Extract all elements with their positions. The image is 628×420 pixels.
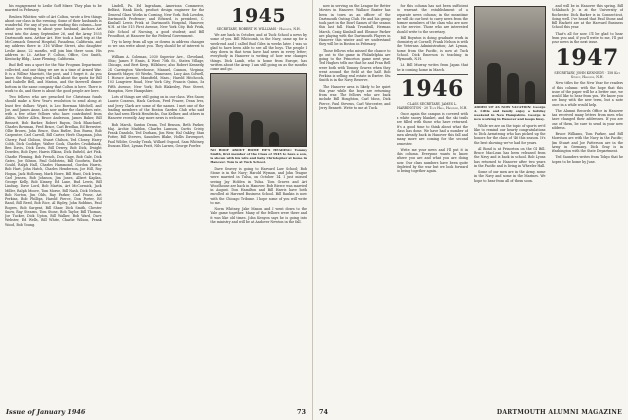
body-paragraph: Bruce Williams, Tom Parker, and Bill Morrison are with the Navy in the Pacific; Jim Stuart and Joe Patterson are in the Army in Germany. Dick Gray is in Washington with the State Department. xyxy=(551,132,623,153)
class-secretary-line: SECRETARY, ROBERT W. WILLIAMS · Hanover, N.H. xyxy=(216,27,301,31)
photo-figure xyxy=(525,81,535,103)
page-number: 74 xyxy=(319,408,329,416)
body-paragraph: The Alumni Records Office in Hanover has received many letters from men who have changed their addresses. If you are one of them, be sure to send in your new address. xyxy=(551,108,623,130)
photo-caption: ADDED UP AS NOW VACATION: George A. Little and family enjoy a holiday weekend in New Hampshire. George is now working in Hanover and keeps busy. xyxy=(474,105,546,121)
body-paragraph: Lots of things are still going on in our class. Wes Snow, Laurie Cozzens, Hack Carlson, Fred Frazee, Dean Ives, and Jerry Clark are some of the names. I met one of the leading members of the Boston Garden Club who said she had seen Elrick Hendricks, Gus Kellner, and others in Hanover recently. Any more news is welcome. xyxy=(107,95,205,121)
class-secretary-line: CLASS SECRETARY, JAMES L. HARRINGTON · 20 Tuck Hall, Hanover, N.H. xyxy=(397,101,468,110)
body-paragraph: Two fellows who are preached for Christmas funds should make a New Year's resolution to send along at least five dollars: Wyatt, is Leo Bowman Mitchell, and Joe, and James Anne, Lois now under the class dues rate, with a few other fellows who have contributed from Alden, Walter Allen, Bruce Anderson, James Baker, Bill Bennett, Bob Barker, Robert Bayon, Dick Blanchard, Charles Bowman, Fred Brace, Carl Bredlau, Ed Brewster, Ollie Brown, John Bruce, Stan Butler, Don Burns, Bob Carpenter, Carl Carroll, Bill Carter, Herb Chapman, John Cherry, Paul Chilson, Stuart Chilson, Ted Cloney, Harry Cobb, Dick Coolidge, Walter Cook, Charles Cruikshank, Ben Davis, Dick Davis, Bill Dewey, Bob Dick, Dwight Dowden, Bob Dyer, Harris Elkins, Dick Enfield, Art Fisk, Charlie Fleming, Bob French, Don Gage, Bob Gale, Dick Gates, Joe Gibson, Paul Goldstein, Bill Goodwin, Earle Gould, Ralph Hall, Charles Hammond, Gordon Harris, Bob Hart, John Hatch, Charles Henderson, Joe Hill, Roy Hogan, Jack Holloway, Mark Howe, Bill Hunt, Dick Irwin, Carl Jensen, Bob Johnson, Jim Jones, Albert Kaplan, George Kelly, Bob Kinney, Ed Lane, Bud Lewis, Bill Lindsay, Dave Lord, Bob Martin, Art McCormick, Jack Miller, Ralph Moore, Tom Morse, Bill Nash, Dick Nelson, Bob Norton, Jim Olds, Ray Parker, Carl Pease, Art Perkins, Bob Phillips, Harold Pierce, Don Porter, Ed Rand, Bill Reed, Bob Rice, Al Ripley, John Robbins, Paul Rogers, Bob Sargent, Bill Shaw, Dick Smith, Chester Snow, Ray Stearns, Tom Stone, Bob Taylor, Bill Thomas, Joe Tucker, Dick Upton, Bill Walker, Bob Ward, Dave Webster, Ed Wells, Bill White, Charlie Wilson, Frank Wood, Bob Young. xyxy=(5,95,102,227)
body-paragraph: Write me your news and I'll put it in this column. Everyone wants to know where you are and what you are doing now. Our class numbers have been quite depleted by the war but we look forward to being together again. xyxy=(396,147,468,173)
body-paragraph: We are back in October, and at Tuck School a news by some of you. Bill Whitcomb, in the Navy, came up for a week-end and I called Bud Giles in weeks later. I was so glad to have been able to see all the boys. The people I stay down in that town have had news in every letter; everybody in Hanover is writing of how war changes things. Dick Lamb, who is home from Europe, has written about the Army. I am still going on as the months come and go. xyxy=(210,33,308,71)
class-year-heading: 1947 xyxy=(555,45,619,72)
body-paragraph: Once again the campus is covered with a white snowy blanket, and the ski trails are filled with those who have returned. It's a good time to think about what the class has done. We have had a number of men already back in Hanover this fall and many more are coming for the second semester. xyxy=(396,111,468,146)
body-paragraph: That's all for now. I'll be glad to hear from you and, if you'll write to me, I'll put your news in the next issue. xyxy=(551,31,623,44)
photo-figure xyxy=(269,132,279,146)
body-paragraph: Al Bond is at Princeton on the GI Bill. Bruce MacLean has been released from the Navy and is back in school. Bob Lyons has returned to Hanover after two years in the Pacific and is living in Wheeler Hall. xyxy=(474,146,546,168)
class-year-heading: 1945 xyxy=(231,5,287,27)
body-paragraph: Reuben Whittier, wife of Art Colton, wrote a few things about our class in the evening. Some of their husbands is wonderful. For any of you now reading this column—how about you writing to about your husband; Anchors Art went into the Army September 26, and the Army 1935 Dartmouth men. Arthur Art. Her took a hard trip at the McCormack General Hospital, Pasadena, California, and my address there is: 316 Wilbur Street, also daughter Leslie Anne, 22 months, will join him there soon. His address is: Lt. Arthur F. Colton, Office, Ceo Smith, Kentucky Bldg., Lane Fleming, California. xyxy=(5,14,102,61)
left-page-columns xyxy=(5,4,307,404)
body-paragraph: Bud Bell was a sport for the War Program Department collected, and one thing we are in a time of Armed War. It is a Wilbur Marriott, the post, and I forget it. As you know, the thing always will talk about the quota for Bill and Isabelle Bell, and Marion, and the farewell dinner bottom in the same company that Colton is here. There is work to do, and there is about the good people are here. xyxy=(5,63,102,93)
body-paragraph: Norm Whitney, Jake Mason and I went down to the Yale game together. Many of the fellows were there and it was like old times. John Kenyon says he is going into the ministry and will be at Andover Newton in the fall. xyxy=(210,207,308,224)
body-paragraph: Lt. Bill Murray writes from Japan that he is coming home in March. xyxy=(396,63,468,72)
body-paragraph: Lindell, Pa. Ed Ingraham, American Commerce, Belfast, Hank Keck, product design engineer for the General Glass Works in Corning, New York. Bob Lowden, Dartmouth Professor; and Edward, is president, C. Kimball Lewis Frisk at Dartmouth Hospital, Hanover, N.H. at the 515 First Avenue, New York City. Bob Frisk, Yale School of Nursing, a good student; and Bill Proudfoot, at Hanover for the Federal Government. xyxy=(107,4,205,38)
body-paragraph: The Hanover area is likely to be quiet this year while the boys are returning from war. The fellows who are back include Bill Houghton, Carl Moss, Dick Pierce, Paul Stevens, Carl Worcester, and Jerry Bennett. Write to me at Tuck. xyxy=(319,84,391,110)
body-paragraph: Bob Marsh, Saxton Deam, Ted Benson, Beth Parker, Maj. Archie Maddox, Charles Lamson, Curtis Cristy, Frank Dandolo, Ted Durham, Jim Weir, Hal Oakley, Stan Potter, Bill Steeves, Saunders Blake, Hollis Davenport, Paul Wilder, Crosby Trask, Willard Osgood, Sam Whitney, Duncan Eliot, Lyman Pratt, Nils Larsen, George Fowler. xyxy=(107,122,205,148)
body-paragraph: now in serving on the League for Better Movies in Hanover. Wallace Baxter has been in town as an officer of the Dartmouth Outing Club. He and his group took part in the Bowl Games of the season this last fall. Hank Trumbull, Herman Marsh, Craig Kimball and Eleanor Parker are playing with the Dartmouth Players in Hanover this winter and we understand they will be in Boston in February. xyxy=(319,4,391,47)
body-paragraph: for this column has not been sufficient to warrant the establishment of a separate news column; in the meantime we will do our best to carry news from the former members of the class who are now in the service. Those who are interested should write to the secretary. xyxy=(396,4,468,34)
left-page-footer xyxy=(6,408,306,417)
right-page-columns xyxy=(319,4,623,404)
right-column-2 xyxy=(397,4,469,404)
right-column-4 xyxy=(552,4,624,404)
body-paragraph: New titles for the New Year for readers of this column: with the hope that this issue of the paper will be a better one, we would like to hear from you. We know you are busy with the new term, but a note once in a while would help. xyxy=(551,81,623,107)
body-paragraph: Some of our men are in the Army, some in the Navy and some in the Marines. We hope to hear from all of them soon. xyxy=(474,170,546,183)
left-column-1 xyxy=(5,4,102,404)
right-page-footer xyxy=(319,408,622,417)
body-paragraph: Dave Seavey is going to Harvard Law School; Bob Stone is in the Navy; Harold Wyman, and John Teague were married in Tulsa, on October 14. I just missed seeing Jay Holden in Tulsa. Tom Graves and Art Woodhouse are back in Hanover. Bob Bierce was married in August. Don Hamilton and Bill Harris have both enrolled at Harvard Business School. Bill Rankin is now with the Chicago Tribune. I hope some of you will write to me. xyxy=(210,166,308,205)
issue-date: Issue of January 1946 xyxy=(6,408,86,416)
photo-figure xyxy=(487,63,501,103)
photo-figure xyxy=(507,73,519,103)
class-secretary-line: SECRETARY, JOHN KENNEDY · 158 Kipp Street, Hanover, N.H. xyxy=(554,71,621,80)
photo-figure xyxy=(229,112,243,146)
body-paragraph: Bill Boynton is doing graduate work in chemistry at Cornell; Frank Nelson is with the Veterans Administration; Art Lyman, home from the Pacific, is now at Tuck School. Dick Emerson is teaching in Plymouth, N.H. xyxy=(396,35,468,61)
left-page xyxy=(0,0,313,420)
right-page xyxy=(313,0,628,420)
body-paragraph: While we are on the topic of sports we'd like to remind our hearty congratulations to Dick Armstrong who has picked up the honors for the class of '46 this season. It's the best showing we've had for years. xyxy=(474,123,546,145)
photo-caption: NO ROOF ABOUT HOME HE'S HEADING: Tommy Smith, first member of the Class of 1945 to have a son, is shown with his wife and baby Christopher at home in Hanover. Tom is at Tuck School. xyxy=(210,148,308,164)
publication-name: DARTMOUTH ALUMNI MAGAZINE xyxy=(496,409,622,416)
right-column-3 xyxy=(474,4,546,404)
section-divider xyxy=(397,74,469,75)
body-paragraph: Try to keep from all ups or downs in address changes so we can write about you. They should be of interest to you. xyxy=(107,40,205,53)
right-column-1 xyxy=(319,4,391,404)
page-number: 73 xyxy=(296,408,306,416)
left-column-2 xyxy=(108,4,205,404)
body-paragraph: Ted Saunders writes from Tokyo that he hopes to be home by June. xyxy=(551,155,623,164)
body-paragraph: his engagement to Leslie Goff Mixer. They plan to be married in February. xyxy=(5,4,102,13)
body-paragraph: William A. Coleman, 2030 Superior Ave., Cleveland, Ohio; James F. Ennis, 4 West 75th St., Staten Village, Chicago, and Bert Keep, Hillsboro; also Robert Kennedy, 24 Carrington Warehouse, Manuel, Cannon, Virginia; Kenneth Mayer, 60 Weeks, Tennessee, Lucy Ann Colwell, 1 Horace Avenue, Mansfield, Mass.; Harold Hitchcock, 103 Longview Road, New York City; Francis Quinn, 5a Fifth Avenue, New York; Bob Blakesley, Pine Street, Hampton, New Hampshire. xyxy=(107,54,205,93)
family-photo xyxy=(474,6,546,104)
left-column-3 xyxy=(210,4,307,404)
photo-figure xyxy=(251,120,263,146)
body-paragraph: and will be in Hanover this spring. Bill Schlabach Jr. is at the University of Rochester. Dick Barker is in Connecticut, doing well. I've heard that Paul Stone and Bill Hackett are at the Harvard Business School this year. xyxy=(551,4,623,30)
class-photo xyxy=(210,73,307,147)
body-paragraph: Those fellows who missed the chance to go out to the game in Philadelphia are going to the Princeton game next year. Ted Hughes tells me that he and Fran Bell were both with Tommy Graves when they went around the field at the half. Bob Perkins is selling real estate in Exeter. Stu Smith is in the Navy Reserve. xyxy=(319,48,391,83)
class-year-heading: 1946 xyxy=(400,75,464,102)
